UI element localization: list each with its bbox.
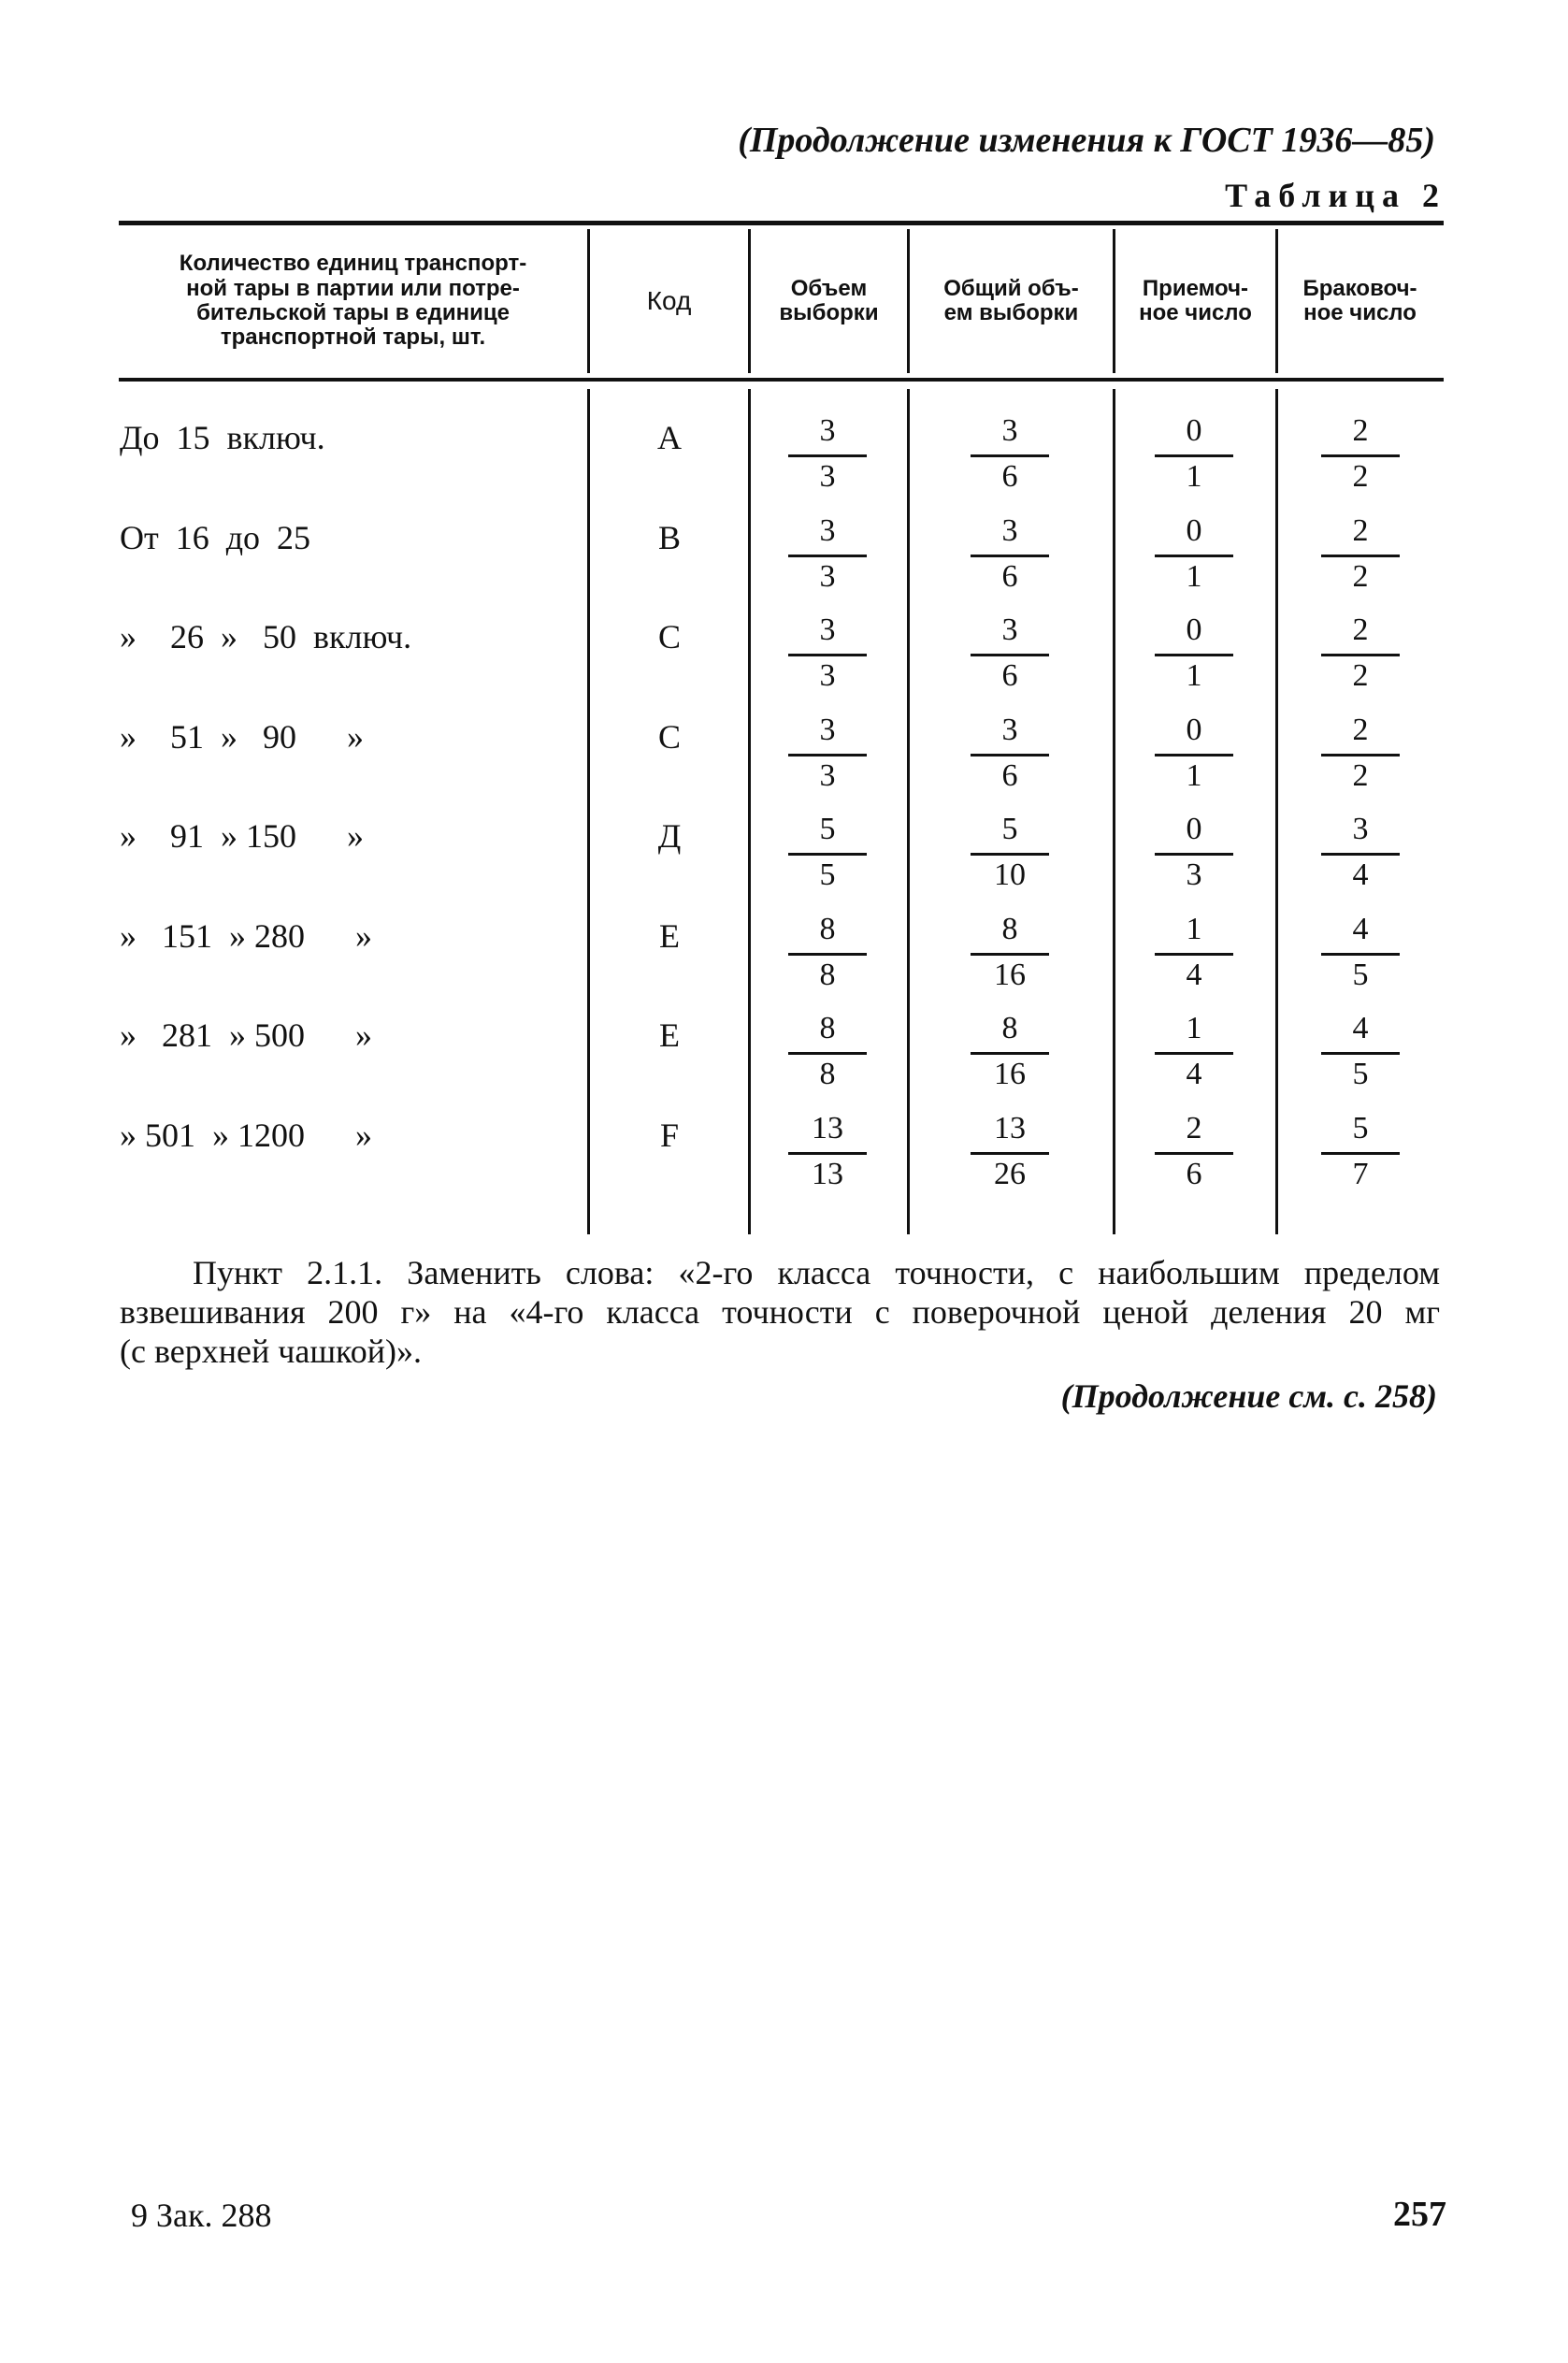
row-quantity-label: » 501 » 1200 »: [120, 1116, 372, 1154]
row-code: С: [657, 717, 681, 756]
paragraph-line: взвешивания 200 г» на «4-го класса точности с поверочной ценой деления 20 мг: [120, 1293, 1440, 1331]
fraction-bar: [788, 853, 867, 856]
row-quantity-label: От 16 до 25: [120, 518, 311, 556]
sample-size-fraction: [776, 415, 879, 495]
fraction-denominator: 10: [994, 857, 1026, 892]
row-quantity-label: » 91 » 150 »: [120, 817, 364, 855]
acceptance-fraction: [1143, 512, 1245, 595]
fraction-numerator: 0: [1186, 812, 1202, 846]
row-code: В: [657, 518, 681, 556]
fraction-denominator: 3: [819, 757, 836, 793]
fraction-bar: [788, 754, 867, 756]
row-quantity-label: » 26 » 50 включ.: [120, 618, 412, 656]
row-code: Е: [659, 916, 680, 955]
fraction-bar: [788, 454, 867, 457]
fraction-bar: [1155, 1052, 1233, 1055]
fraction-bar: [788, 654, 867, 656]
total-sample-fraction: [958, 614, 1061, 694]
sample-size-fraction: [776, 1110, 879, 1192]
fraction-bar: [1321, 555, 1400, 557]
fraction-numerator: 2: [1352, 612, 1369, 647]
column-header-rejection: Браковоч- ное число: [1302, 275, 1417, 325]
fraction-denominator: 4: [1186, 1057, 1202, 1091]
table-title: Таблица 2: [1225, 177, 1446, 214]
fraction-bar: [788, 1152, 867, 1155]
fraction-bar: [1321, 754, 1400, 756]
rejection-fraction: [1309, 614, 1412, 694]
rejection-fraction: [1309, 814, 1412, 893]
fraction-denominator: 2: [1352, 757, 1369, 793]
fraction-bar: [971, 953, 1049, 956]
table-top-rule: [119, 221, 1444, 225]
fraction-denominator: 1: [1186, 558, 1202, 594]
fraction-numerator: 1: [1186, 1011, 1202, 1045]
fraction-numerator: 4: [1352, 911, 1369, 946]
fraction-bar: [1321, 853, 1400, 856]
fraction-bar: [971, 754, 1049, 756]
fraction-bar: [1155, 555, 1233, 557]
fraction-numerator: 3: [819, 413, 836, 448]
fraction-bar: [971, 454, 1049, 457]
fraction-denominator: 2: [1352, 459, 1369, 494]
fraction-numerator: 0: [1186, 512, 1202, 548]
fraction-numerator: 2: [1352, 712, 1369, 747]
fraction-denominator: 1: [1186, 757, 1202, 793]
fraction-bar: [1155, 454, 1233, 457]
fraction-bar: [971, 555, 1049, 557]
fraction-denominator: 5: [1352, 1057, 1369, 1091]
sample-size-fraction: [776, 911, 879, 993]
paragraph-line: Пункт 2.1.1. Заменить слова: «2-го класса точности, с наибольшим пределом: [193, 1254, 1440, 1291]
fraction-bar: [971, 1152, 1049, 1155]
fraction-numerator: 5: [1352, 1110, 1369, 1145]
fraction-numerator: 13: [812, 1110, 843, 1145]
total-sample-fraction: [958, 714, 1061, 794]
fraction-bar: [788, 953, 867, 956]
fraction-numerator: 3: [1001, 512, 1018, 548]
sample-size-fraction: [776, 614, 879, 694]
acceptance-fraction: [1143, 714, 1245, 794]
continuation-note: (Продолжение см. с. 258): [1060, 1377, 1437, 1415]
column-header-total-sample: Общий объ- ем выборки: [943, 275, 1079, 325]
fraction-numerator: 3: [1001, 712, 1018, 747]
sample-size-fraction: [776, 814, 879, 893]
page-number: 257: [1393, 2195, 1446, 2234]
fraction-bar: [788, 555, 867, 557]
fraction-denominator: 6: [1001, 558, 1018, 594]
amendment-paragraph: [120, 1253, 1440, 1371]
col-divider: [907, 389, 910, 1234]
row-code: Е: [659, 1016, 680, 1054]
total-sample-fraction: [958, 1110, 1061, 1192]
col-divider: [748, 389, 751, 1234]
col-divider: [1275, 389, 1278, 1234]
fraction-numerator: 3: [1001, 413, 1018, 448]
fraction-denominator: 8: [819, 1057, 836, 1091]
fraction-numerator: 2: [1186, 1110, 1202, 1145]
rejection-fraction: [1309, 415, 1412, 495]
acceptance-fraction: [1143, 814, 1245, 893]
row-code: Д: [657, 817, 682, 855]
column-header-code: Код: [646, 285, 692, 315]
row-quantity-label: » 51 » 90 »: [120, 717, 364, 756]
col-divider: [1113, 389, 1115, 1234]
fraction-denominator: 16: [994, 957, 1026, 992]
fraction-denominator: 1: [1186, 658, 1202, 693]
fraction-numerator: 8: [819, 1011, 836, 1045]
fraction-denominator: 3: [819, 459, 836, 494]
fraction-numerator: 0: [1186, 612, 1202, 647]
fraction-denominator: 6: [1001, 757, 1018, 793]
fraction-bar: [1321, 1052, 1400, 1055]
fraction-denominator: 13: [812, 1156, 843, 1191]
fraction-denominator: 5: [819, 857, 836, 892]
acceptance-fraction: [1143, 614, 1245, 694]
fraction-numerator: 2: [1352, 512, 1369, 548]
column-header-sample-size: Объем выборки: [779, 275, 879, 325]
fraction-bar: [1155, 654, 1233, 656]
fraction-denominator: 6: [1001, 459, 1018, 494]
rejection-fraction: [1309, 1013, 1412, 1092]
fraction-numerator: 8: [819, 911, 836, 946]
fraction-denominator: 3: [819, 558, 836, 594]
row-quantity-label: » 151 » 280 »: [120, 916, 372, 955]
row-code: F: [659, 1116, 680, 1154]
fraction-numerator: 2: [1352, 413, 1369, 448]
acceptance-fraction: [1143, 911, 1245, 993]
col-divider: [587, 389, 590, 1234]
fraction-numerator: 3: [819, 612, 836, 647]
rejection-fraction: [1309, 1110, 1412, 1192]
sample-size-fraction: [776, 1013, 879, 1092]
rejection-fraction: [1309, 512, 1412, 595]
paragraph-line: (с верхней чашкой)».: [120, 1333, 422, 1370]
fraction-denominator: 2: [1352, 658, 1369, 693]
sample-size-fraction: [776, 512, 879, 595]
fraction-denominator: 26: [994, 1156, 1026, 1191]
fraction-bar: [1155, 853, 1233, 856]
total-sample-fraction: [958, 512, 1061, 595]
fraction-numerator: 3: [1001, 612, 1018, 647]
acceptance-fraction: [1143, 415, 1245, 495]
fraction-numerator: 5: [819, 812, 836, 846]
fraction-denominator: 2: [1352, 558, 1369, 594]
fraction-denominator: 1: [1186, 459, 1202, 494]
fraction-denominator: 6: [1186, 1156, 1202, 1191]
fraction-numerator: 8: [1001, 911, 1018, 946]
fraction-bar: [1321, 953, 1400, 956]
total-sample-fraction: [958, 911, 1061, 993]
total-sample-fraction: [958, 415, 1061, 495]
total-sample-fraction: [958, 1013, 1061, 1092]
fraction-numerator: 8: [1001, 1011, 1018, 1045]
table-header-rule: [119, 378, 1444, 382]
fraction-numerator: 13: [994, 1110, 1026, 1145]
rejection-fraction: [1309, 911, 1412, 993]
fraction-bar: [1155, 754, 1233, 756]
fraction-numerator: 0: [1186, 712, 1202, 747]
fraction-numerator: 3: [819, 512, 836, 548]
header-note: (Продолжение изменения к ГОСТ 1936—85): [738, 121, 1435, 160]
fraction-denominator: 8: [819, 957, 836, 992]
fraction-numerator: 1: [1186, 911, 1202, 946]
acceptance-fraction: [1143, 1110, 1245, 1192]
fraction-denominator: 3: [1186, 857, 1202, 892]
acceptance-fraction: [1143, 1013, 1245, 1092]
row-quantity-label: До 15 включ.: [120, 419, 325, 456]
row-code: А: [657, 419, 682, 456]
sample-size-fraction: [776, 714, 879, 794]
fraction-bar: [1155, 953, 1233, 956]
fraction-denominator: 3: [819, 658, 836, 693]
fraction-numerator: 0: [1186, 413, 1202, 448]
row-quantity-label: » 281 » 500 »: [120, 1016, 372, 1054]
fraction-bar: [1155, 1152, 1233, 1155]
fraction-denominator: 7: [1352, 1156, 1369, 1191]
fraction-bar: [971, 1052, 1049, 1055]
fraction-bar: [788, 1052, 867, 1055]
column-header-quantity: Количество единиц транспорт- ной тары в партии или потре- бительской тары в единице транспортной тары, шт.: [179, 251, 527, 351]
fraction-bar: [971, 654, 1049, 656]
fraction-denominator: 16: [994, 1057, 1026, 1091]
row-code: С: [657, 618, 681, 656]
fraction-bar: [1321, 454, 1400, 457]
fraction-numerator: 3: [819, 712, 836, 747]
fraction-numerator: 4: [1352, 1011, 1369, 1045]
fraction-bar: [971, 853, 1049, 856]
fraction-numerator: 5: [1001, 812, 1018, 846]
fraction-denominator: 4: [1186, 957, 1202, 992]
fraction-denominator: 6: [1001, 658, 1018, 693]
rejection-fraction: [1309, 714, 1412, 794]
fraction-numerator: 3: [1352, 812, 1369, 846]
column-header-acceptance: Приемоч- ное число: [1139, 275, 1252, 325]
total-sample-fraction: [958, 814, 1061, 893]
fraction-denominator: 4: [1352, 857, 1369, 892]
fraction-bar: [1321, 654, 1400, 656]
fraction-denominator: 5: [1352, 957, 1369, 992]
fraction-bar: [1321, 1152, 1400, 1155]
footer-order-number: 9 Зак. 288: [131, 2197, 272, 2234]
